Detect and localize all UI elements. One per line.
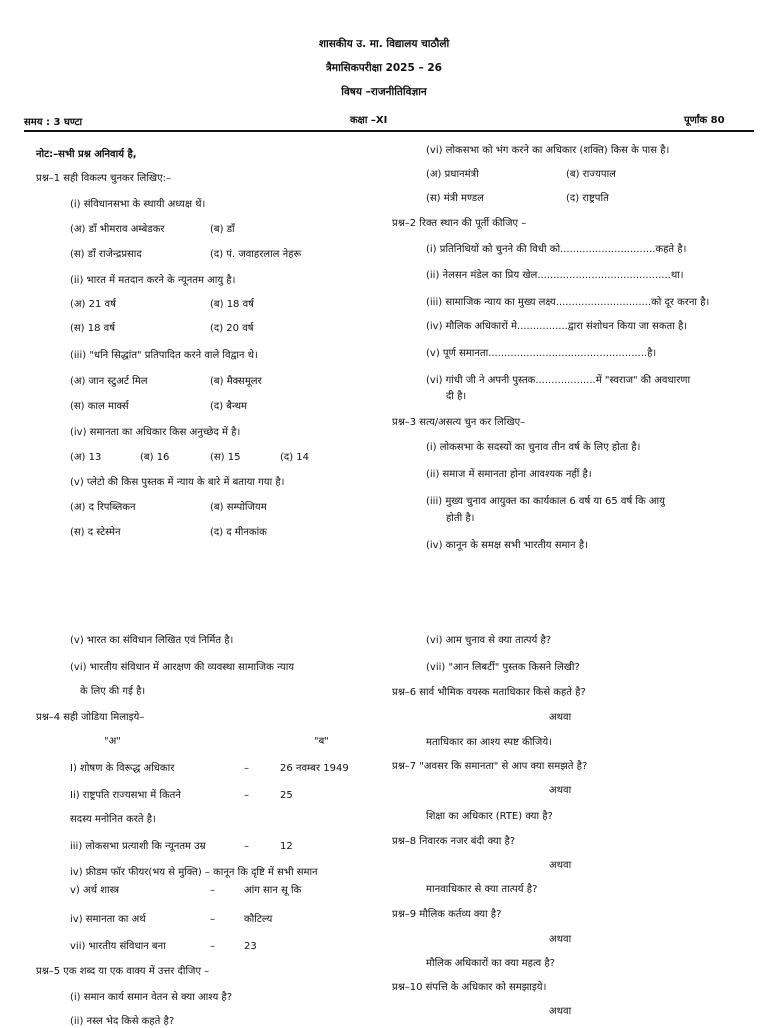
- option-item: (अ) डॉं भीमराव अम्बेडकर: [70, 224, 165, 235]
- option-item: (ब) राज्यपाल: [566, 169, 616, 180]
- question-heading: प्रश्न–9 मौलिक कर्तव्य क्या है?: [392, 909, 502, 920]
- match-dash: –: [244, 841, 249, 852]
- match-right-item: आंग सान सू कि: [244, 885, 302, 896]
- true-false-item: (vi) भारतीय संविधान में आरक्षण की व्यवस्था सामाजिक न्याय: [70, 662, 295, 673]
- question-item: (vi) लोकसभा को भंग करने का अधिकार (शक्ति) किस के पास है।: [426, 145, 670, 156]
- question-heading: प्रश्न–5 एक शब्द या एक वाक्य में उत्तर दीजिए –: [36, 966, 210, 977]
- match-right-item: 12: [280, 841, 293, 852]
- option-item: (ब) डॉं: [210, 224, 235, 235]
- question-heading: प्रश्न–10 संपत्ति के अधिकार को समझाइये।: [392, 982, 547, 993]
- match-dash: –: [210, 941, 215, 952]
- match-dash: –: [210, 885, 215, 896]
- option-item: (अ) 21 वर्ष: [70, 299, 116, 310]
- column-a-label: "अ": [104, 736, 121, 747]
- question-item: शिक्षा का अधिकार (RTE) क्या है?: [426, 811, 553, 822]
- true-false-item: (i) लोकसभा के सदस्यों का चुनाव तीन वर्ष के लिए होता है।: [426, 442, 641, 453]
- class-label: कक्षा –XI: [350, 115, 388, 126]
- question-item: (ii) नस्ल भेद किसे कहते है?: [70, 1016, 175, 1027]
- or-label: अथवा: [549, 1006, 572, 1017]
- option-item: (ब) सम्पोजियम: [210, 502, 267, 513]
- match-right-item: 25: [280, 790, 293, 801]
- option-item: (अ) प्रधानमंत्री: [426, 169, 479, 180]
- option-item: (द) द मीनकांक: [210, 527, 267, 538]
- option-item: (ब) 16: [140, 452, 170, 463]
- match-left-item: iv) फ्रीडम फॉर फीयर(भय से मुक्ति) – कानून कि दृष्टि में सभी समान: [70, 867, 318, 878]
- fill-blank-item: दी है।: [446, 391, 467, 402]
- question-item: (ii) भारत में मतदान करने के न्यूनतम आयु है।: [70, 275, 236, 286]
- option-item: (द) राष्ट्रपति: [566, 193, 609, 204]
- option-item: (द) 20 वर्ष: [210, 323, 254, 334]
- or-label: अथवा: [549, 785, 572, 796]
- option-item: (ब) मैक्समूलर: [210, 376, 262, 387]
- question-item: (i) संविधानसभा के स्थायी अध्यक्ष थें।: [70, 199, 206, 210]
- match-left-item: सदस्य मनोनित करते है।: [70, 814, 156, 825]
- question-item: (iii) "धनि सिद्धांत" प्रतिपादित करने वाले विद्वान थे।: [70, 350, 258, 361]
- exam-time: समय : 3 घण्टा: [24, 117, 83, 128]
- question-heading: प्रश्न–2 रिक्त स्थान की पूर्ती कीजिए –: [392, 218, 527, 229]
- header-divider: [24, 130, 754, 132]
- true-false-item: (iv) कानून के समक्ष सभी भारतीय समान है।: [426, 540, 588, 551]
- match-right-item: कौटिल्य: [244, 914, 273, 925]
- option-item: (द) पं. जवाहरलाल नेहरू: [210, 249, 302, 260]
- true-false-item: होती है।: [446, 513, 475, 524]
- match-right-item: 23: [244, 941, 257, 952]
- option-item: (स) 18 वर्ष: [70, 323, 115, 334]
- or-label: अथवा: [549, 860, 572, 871]
- match-left-item: vii) भारतीय संविधान बना: [70, 941, 166, 952]
- fill-blank-item: (ii) नेलसन मंडेल का प्रिय खेल..........................................था।: [426, 270, 684, 281]
- true-false-item: के लिए की गई है।: [80, 686, 146, 697]
- option-item: (द) बैन्थम: [210, 401, 248, 412]
- option-item: (स) 15: [210, 452, 241, 463]
- question-item: (i) समान कार्य समान वेतन से क्या आश्य है?: [70, 992, 233, 1003]
- option-item: (स) द स्टेस्मेन: [70, 527, 121, 538]
- or-label: अथवा: [549, 712, 572, 723]
- option-item: (अ) जान स्टुअर्ट मिल: [70, 376, 148, 387]
- match-dash: –: [210, 914, 215, 925]
- question-item: (iv) समानता का अधिकार किस अनुच्छेद में है।: [70, 427, 241, 438]
- true-false-item: (v) भारत का संविधान लिखित एवं निर्मित है।: [70, 635, 234, 646]
- option-item: (स) मंत्री मण्डल: [426, 193, 484, 204]
- question-item: (v) प्लेटो की किस पुस्तक में न्याय के बारे में बताया गया है।: [70, 477, 285, 488]
- match-left-item: I) शोषण के विरूद्ध अधिकार: [70, 763, 175, 774]
- column-b-label: "ब": [314, 736, 329, 747]
- fill-blank-item: (iii) सामाजिक न्याय का मुख्य लक्ष्य..............................को दूर करना है।: [426, 297, 710, 308]
- option-item: (ब) 18 वर्ष: [210, 299, 254, 310]
- question-item: (vi) आम चुनाव से क्या तात्पर्य है?: [426, 635, 552, 646]
- match-right-item: 26 नवम्बर 1949: [280, 763, 349, 774]
- true-false-item: (ii) समाज में समानता होना आवश्यक नहीं है।: [426, 469, 592, 480]
- question-heading: प्रश्न–6 सार्व भौमिक वयस्क मताधिकार किसे कहते है?: [392, 687, 586, 698]
- question-item: मानवाधिकार से क्या तात्पर्य है?: [426, 884, 538, 895]
- match-left-item: v) अर्थ शास्त्र: [70, 885, 120, 896]
- match-left-item: iv) समानता का अर्थ: [70, 914, 146, 925]
- fill-blank-item: (i) प्रतिनिधियों को चुनने की विधी को..............................कहते है।: [426, 244, 687, 255]
- question-heading: प्रश्न–3 सत्य/असत्य चुन कर लिखिए–: [392, 417, 526, 428]
- subject-title: विषय –राजनीतिविज्ञान: [341, 86, 427, 98]
- true-false-item: (iii) मुख्य चुनाव आयुक्त का कार्यकाल 6 वर्ष या 65 वर्ष कि आयु: [426, 496, 665, 507]
- school-name: शासकीय उ. मा. विद्यालय चाठौली: [318, 38, 450, 50]
- option-item: (अ) 13: [70, 452, 102, 463]
- match-dash: –: [244, 790, 249, 801]
- fill-blank-item: (v) पूर्ण समानता..................................................है।: [426, 348, 657, 359]
- question-heading: प्रश्न–8 निवारक नजर बंदी क्या है?: [392, 836, 516, 847]
- question-heading: प्रश्न–1 सही विकल्प चुनकर लिखिए:–: [36, 173, 172, 184]
- match-dash: –: [244, 763, 249, 774]
- match-left-item: iii) लोकसभा प्रत्याशी कि न्यूनतम उम्र: [70, 841, 206, 852]
- option-item: (स) डॉं राजेन्द्रप्रसाद: [70, 249, 142, 260]
- question-item: (vii) "आन लिबर्टी" पुस्तक किसने लिखी?: [426, 662, 580, 673]
- question-item: मौलिक अधिकारों का क्या महत्व है?: [426, 958, 555, 969]
- option-item: (अ) द रिपब्लिकन: [70, 502, 136, 513]
- option-item: (स) काल मार्क्स: [70, 401, 129, 412]
- question-heading: प्रश्न–7 "अवसर कि समानता" से आप क्या समझते है?: [392, 761, 588, 772]
- exam-title: त्रैमासिकपरीक्षा 2025 – 26: [326, 62, 442, 74]
- instruction-note: नोट:–सभी प्रश्न अनिवार्य है,: [36, 149, 137, 160]
- option-item: (द) 14: [280, 452, 310, 463]
- question-item: मताधिकार का आश्य स्पष्ट कीजिये।: [426, 737, 552, 748]
- total-marks: पूर्णांक 80: [684, 115, 725, 126]
- fill-blank-item: (iv) मौलिक अधिकारों मे................द्वारा संशोधन किया जा सकता है।: [426, 321, 688, 332]
- fill-blank-item: (vi) गांधी जी ने अपनी पुस्तक...................में "स्वराज" की अवधारणा: [426, 375, 691, 386]
- or-label: अथवा: [549, 934, 572, 945]
- question-heading: प्रश्न–4 सही जोडिया मिलाइये–: [36, 712, 145, 723]
- match-left-item: Ii) राष्ट्रपति राज्यसभा में कितने: [70, 790, 181, 801]
